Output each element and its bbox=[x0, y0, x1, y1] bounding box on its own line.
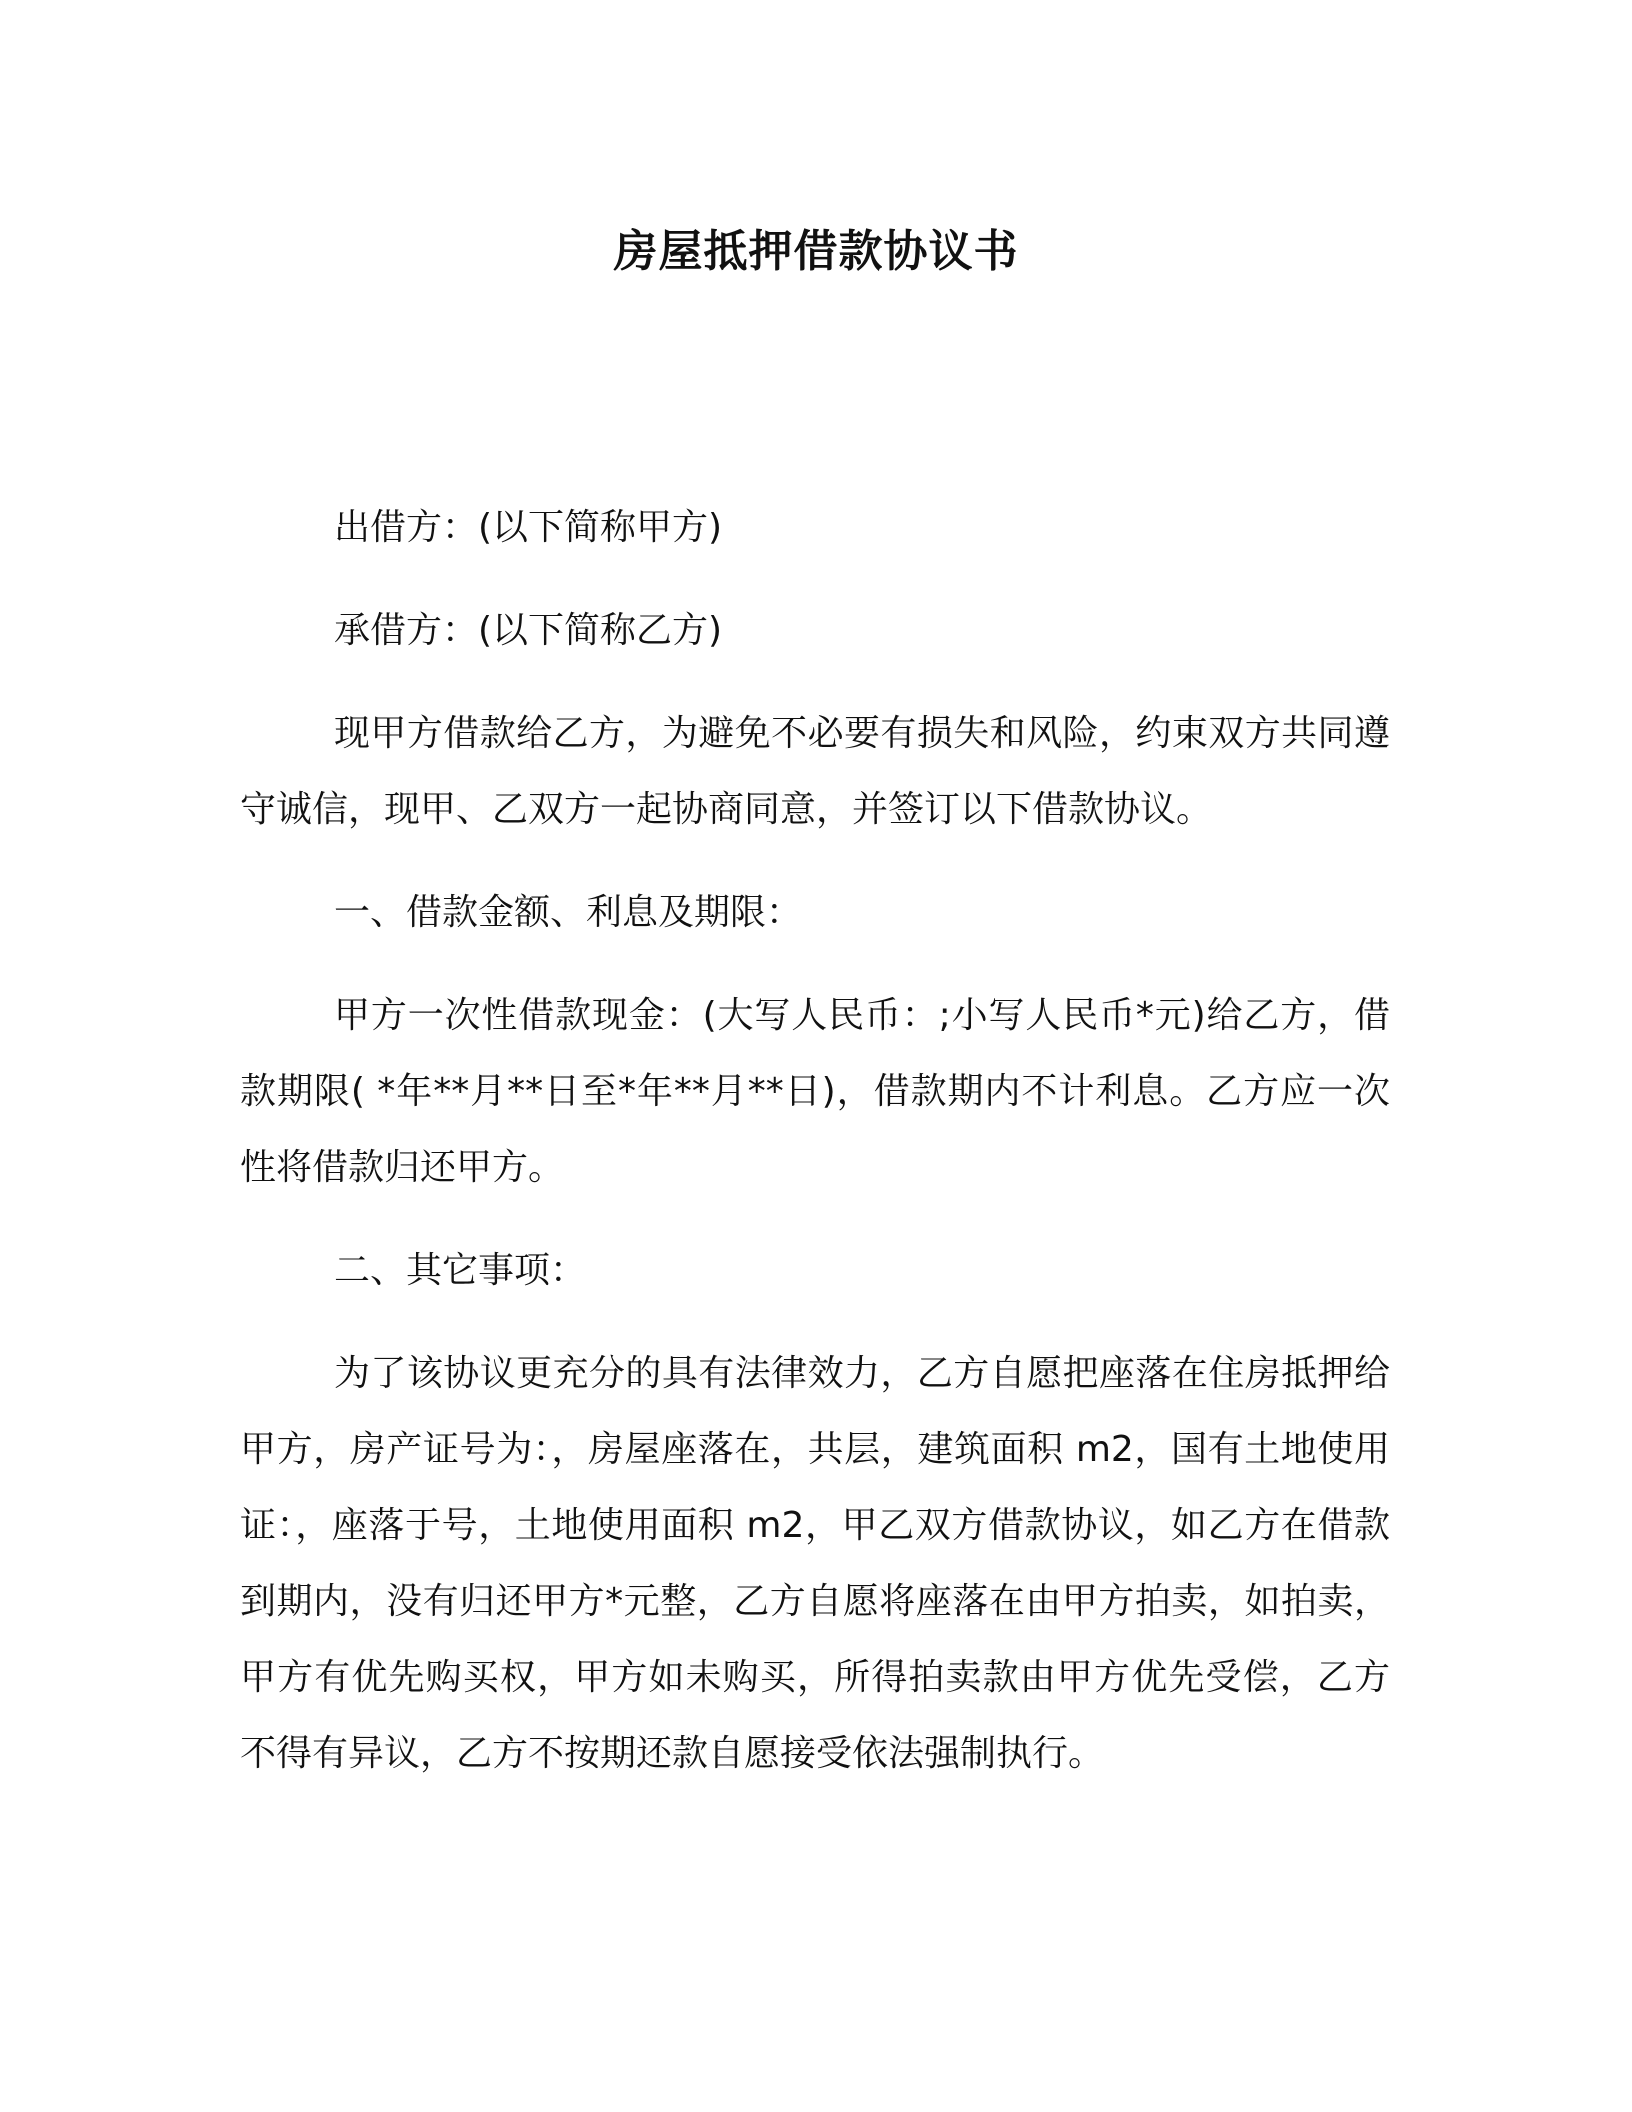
document-body bbox=[240, 490, 1390, 1819]
lender-line: 出借方：(以下简称甲方) bbox=[334, 507, 723, 548]
document-title: 房屋抵押借款协议书 bbox=[613, 226, 1019, 277]
section-heading-other-matters: 二、其它事项： bbox=[334, 1250, 587, 1291]
intro-paragraph: 现甲方借款给乙方，为避免不必要有损失和风险，约束双方共同遵守诚信，现甲、乙双方一起协商同意，并签订以下借款协议。 bbox=[240, 713, 1390, 830]
borrower-line: 承借方：(以下简称乙方) bbox=[334, 610, 723, 651]
section-heading-loan-terms: 一、借款金额、利息及期限： bbox=[334, 892, 803, 933]
loan-terms-paragraph: 甲方一次性借款现金：(大写人民币：;小写人民币*元)给乙方，借款期限( *年**月**日至*年**月**日)，借款期内不计利息。乙方应一次性将借款归还甲方。 bbox=[240, 995, 1390, 1188]
other-matters-paragraph: 为了该协议更充分的具有法律效力，乙方自愿把座落在住房抵押给甲方，房产证号为：，房屋座落在，共层，建筑面积 m2，国有土地使用证：，座落于号，土地使用面积 m2，甲乙双方借款协议，如乙方在借款到期内，没有归还甲方*元整，乙方自愿将座落在由甲方拍卖，如拍卖，甲方有优先购买权，甲方如未购买，所得拍卖款由甲方优先受偿，乙方不得有异议，乙方不按期还款自愿接受依法强制执行。 bbox=[240, 1353, 1390, 1774]
